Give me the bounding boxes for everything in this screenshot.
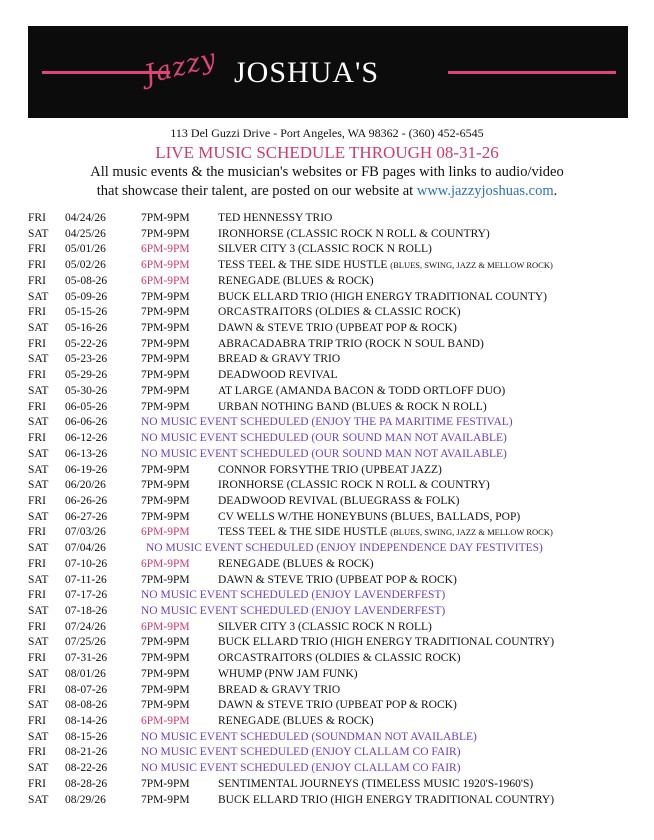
row-day: FRI (28, 589, 46, 602)
row-day: FRI (28, 369, 46, 382)
row-date: 08-28-26 (65, 777, 108, 790)
row-act: TESS TEEL & THE SIDE HUSTLE (BLUES, SWING, JAZZ & MELLOW ROCK) (218, 259, 553, 272)
schedule-row-no-event (0, 604, 654, 620)
schedule-row (0, 211, 654, 227)
row-date: 06-27-26 (65, 510, 108, 523)
row-act: SILVER CITY 3 (CLASSIC ROCK N ROLL) (218, 243, 432, 256)
row-time: 6PM-9PM (141, 620, 190, 633)
schedule-row-no-event (0, 745, 654, 761)
row-time: 6PM-9PM (141, 243, 190, 256)
schedule-row (0, 651, 654, 667)
row-day: FRI (28, 432, 46, 445)
intro-text (40, 163, 614, 201)
row-act: CONNOR FORSYTHE TRIO (UPBEAT JAZZ) (218, 463, 442, 476)
row-act-genre: (BLUES, SWING, JAZZ & MELLOW ROCK) (390, 260, 553, 271)
row-act: SENTIMENTAL JOURNEYS (TIMELESS MUSIC 1920'S-1960'S) (218, 777, 534, 790)
row-time: 6PM-9PM (141, 557, 190, 570)
row-act: WHUMP (PNW JAM FUNK) (218, 667, 358, 680)
row-time: 7PM-9PM (141, 306, 190, 319)
row-time: 7PM-9PM (141, 494, 190, 507)
row-day: FRI (28, 620, 46, 633)
row-act: NO MUSIC EVENT SCHEDULED (ENJOY INDEPENDENCE DAY FESTIVITES) (146, 542, 543, 555)
row-act-genre: (BLUES, SWING, JAZZ & MELLOW ROCK) (390, 527, 553, 538)
schedule-row (0, 305, 654, 321)
row-day: SAT (28, 573, 49, 586)
schedule-row-no-event (0, 431, 654, 447)
row-act: ORCASTRAITORS (OLDIES & CLASSIC ROCK) (218, 652, 461, 665)
schedule-row-no-event (0, 588, 654, 604)
row-date: 05-08-26 (65, 274, 108, 287)
row-time: 6PM-9PM (141, 274, 190, 287)
row-day: SAT (28, 636, 49, 649)
schedule-row (0, 714, 654, 730)
row-act: RENEGADE (BLUES & ROCK) (218, 715, 374, 727)
row-date: 05-29-26 (65, 369, 108, 382)
row-date: 05-30-26 (65, 384, 108, 397)
row-act: BUCK ELLARD TRIO (HIGH ENERGY TRADITIONAL COUNTRY) (218, 793, 555, 806)
row-day: FRI (28, 212, 46, 224)
intro-line-1: All music events & the musician's websites or FB pages with links to audio/video (90, 164, 564, 180)
address-line: 113 Del Guzzi Drive - Port Angeles, WA 98362 - (360) 452-6545 (170, 126, 484, 140)
schedule-row (0, 368, 654, 384)
row-date: 07-17-26 (65, 589, 108, 602)
row-date: 05-23-26 (65, 353, 108, 366)
row-act: IRONHORSE (CLASSIC ROCK N ROLL & COUNTRY) (218, 479, 490, 492)
row-day: FRI (28, 683, 46, 696)
row-time: 7PM-9PM (141, 573, 190, 586)
row-time: 7PM-9PM (141, 353, 190, 366)
row-time: 7PM-9PM (141, 212, 190, 224)
row-act: DEADWOOD REVIVAL (218, 369, 338, 382)
header-banner (28, 26, 628, 118)
row-act: DAWN & STEVE TRIO (UPBEAT POP & ROCK) (218, 699, 457, 712)
row-time: 7PM-9PM (141, 227, 190, 240)
schedule-row (0, 667, 654, 683)
row-date: 06/20/26 (65, 479, 106, 492)
row-day: FRI (28, 306, 46, 319)
row-act: DAWN & STEVE TRIO (UPBEAT POP & ROCK) (218, 322, 457, 335)
schedule-row (0, 683, 654, 699)
row-act: BREAD & GRAVY TRIO (218, 353, 341, 366)
row-act: BREAD & GRAVY TRIO (218, 683, 341, 696)
schedule-title: LIVE MUSIC SCHEDULE THROUGH 08-31-26 (155, 143, 499, 162)
row-day: SAT (28, 227, 49, 240)
row-date: 06-19-26 (65, 463, 108, 476)
row-date: 04/24/26 (65, 212, 106, 224)
schedule-row (0, 384, 654, 400)
schedule-row (0, 777, 654, 793)
intro-end: . (553, 183, 558, 199)
schedule-row (0, 337, 654, 353)
schedule-row (0, 290, 654, 306)
row-act: NO MUSIC EVENT SCHEDULED (SOUNDMAN NOT AVAILABLE) (141, 730, 477, 743)
row-time: 7PM-9PM (141, 652, 190, 665)
row-act: NO MUSIC EVENT SCHEDULED (OUR SOUND MAN NOT AVAILABLE) (141, 432, 507, 445)
schedule-row (0, 620, 654, 636)
row-time: 7PM-9PM (141, 510, 190, 523)
row-act: BUCK ELLARD TRIO (HIGH ENERGY TRADITIONAL COUNTRY) (218, 636, 555, 649)
row-time: 7PM-9PM (141, 322, 190, 335)
row-act: URBAN NOTHING BAND (BLUES & ROCK N ROLL) (218, 400, 487, 413)
logo-script-text: Jazzy (141, 43, 220, 91)
row-date: 05-22-26 (65, 337, 108, 350)
row-act: AT LARGE (AMANDA BACON & TODD ORTLOFF DUO) (218, 384, 506, 397)
schedule-row-no-event (0, 447, 654, 463)
row-time: 7PM-9PM (141, 479, 190, 492)
row-date: 07-10-26 (65, 557, 108, 570)
logo-name: JOSHUA'S (234, 56, 380, 89)
row-day: FRI (28, 777, 46, 790)
row-day: FRI (28, 274, 46, 287)
row-date: 08-21-26 (65, 746, 108, 759)
row-day: SAT (28, 447, 49, 460)
row-day: FRI (28, 259, 46, 272)
schedule-list (0, 211, 654, 808)
row-date: 06-12-26 (65, 432, 108, 445)
row-day: SAT (28, 542, 49, 555)
row-time: 6PM-9PM (141, 526, 190, 539)
row-day: SAT (28, 463, 49, 476)
row-date: 07-18-26 (65, 604, 108, 617)
row-time: 6PM-9PM (141, 259, 190, 272)
schedule-row (0, 793, 654, 809)
row-date: 07/03/26 (65, 526, 106, 539)
schedule-row (0, 258, 654, 274)
row-act: ORCASTRAITORS (OLDIES & CLASSIC ROCK) (218, 306, 461, 319)
row-act: IRONHORSE (CLASSIC ROCK N ROLL & COUNTRY) (218, 227, 490, 240)
row-act: CV WELLS W/THE HONEYBUNS (BLUES, BALLADS, POP) (218, 510, 521, 523)
schedule-row-no-event (0, 415, 654, 431)
schedule-row (0, 478, 654, 494)
row-act: TESS TEEL & THE SIDE HUSTLE (BLUES, SWING, JAZZ & MELLOW ROCK) (218, 526, 553, 539)
schedule-row (0, 557, 654, 573)
row-date: 05-09-26 (65, 290, 108, 303)
row-act: NO MUSIC EVENT SCHEDULED (ENJOY LAVENDERFEST) (141, 589, 446, 602)
row-date: 08-07-26 (65, 683, 108, 696)
row-day: FRI (28, 557, 46, 570)
row-day: FRI (28, 746, 46, 759)
row-day: SAT (28, 604, 49, 617)
schedule-row (0, 573, 654, 589)
row-day: FRI (28, 337, 46, 350)
row-date: 06-06-26 (65, 416, 108, 429)
schedule-row (0, 227, 654, 243)
row-time: 7PM-9PM (141, 667, 190, 680)
row-date: 08-14-26 (65, 715, 108, 727)
row-date: 07/25/26 (65, 636, 106, 649)
row-act: DAWN & STEVE TRIO (UPBEAT POP & ROCK) (218, 573, 457, 586)
schedule-row-no-event (0, 761, 654, 777)
schedule-row (0, 698, 654, 714)
row-date: 07/04/26 (65, 542, 106, 555)
schedule-row (0, 494, 654, 510)
schedule-row (0, 274, 654, 290)
row-date: 07-11-26 (65, 573, 107, 586)
row-act: RENEGADE (BLUES & ROCK) (218, 274, 374, 287)
row-act: NO MUSIC EVENT SCHEDULED (ENJOY THE PA MARITIME FESTIVAL) (141, 416, 513, 429)
row-day: SAT (28, 510, 49, 523)
row-time: 7PM-9PM (141, 699, 190, 712)
row-day: SAT (28, 730, 49, 743)
schedule-row (0, 525, 654, 541)
row-date: 07-31-26 (65, 652, 108, 665)
row-time: 7PM-9PM (141, 793, 190, 806)
schedule-row (0, 635, 654, 651)
row-time: 7PM-9PM (141, 369, 190, 382)
row-date: 04/25/26 (65, 227, 106, 240)
row-day: FRI (28, 494, 46, 507)
row-time: 7PM-9PM (141, 400, 190, 413)
row-date: 05/02/26 (65, 259, 106, 272)
row-day: SAT (28, 762, 49, 775)
row-day: SAT (28, 416, 49, 429)
schedule-row-no-event (0, 730, 654, 746)
schedule-row (0, 463, 654, 479)
row-day: SAT (28, 793, 49, 806)
row-act: RENEGADE (BLUES & ROCK) (218, 557, 374, 570)
row-act: NO MUSIC EVENT SCHEDULED (ENJOY LAVENDERFEST) (141, 604, 446, 617)
row-date: 08/01/26 (65, 667, 106, 680)
row-time: 7PM-9PM (141, 337, 190, 350)
row-day: FRI (28, 400, 46, 413)
row-date: 05-16-26 (65, 322, 108, 335)
schedule-row (0, 400, 654, 416)
schedule-row (0, 321, 654, 337)
row-act: NO MUSIC EVENT SCHEDULED (ENJOY CLALLAM CO FAIR) (141, 746, 461, 759)
row-day: FRI (28, 243, 46, 256)
schedule-row-no-event (0, 541, 654, 557)
row-date: 08-22-26 (65, 762, 108, 775)
row-date: 08-08-26 (65, 699, 108, 712)
row-day: FRI (28, 526, 46, 539)
row-act: ABRACADABRA TRIP TRIO (ROCK N SOUL BAND) (218, 337, 484, 350)
row-time: 7PM-9PM (141, 683, 190, 696)
row-date: 06-13-26 (65, 447, 108, 460)
row-day: FRI (28, 715, 46, 727)
row-act: BUCK ELLARD TRIO (HIGH ENERGY TRADITIONAL COUNTY) (218, 290, 547, 303)
schedule-row (0, 510, 654, 526)
row-time: 7PM-9PM (141, 777, 190, 790)
row-time: 7PM-9PM (141, 636, 190, 649)
row-day: SAT (28, 384, 49, 397)
website-link[interactable]: www.jazzyjoshuas.com (416, 183, 554, 199)
row-act: NO MUSIC EVENT SCHEDULED (OUR SOUND MAN NOT AVAILABLE) (141, 447, 507, 460)
row-day: FRI (28, 652, 46, 665)
row-date: 05-15-26 (65, 306, 108, 319)
row-day: SAT (28, 353, 49, 366)
row-day: SAT (28, 699, 49, 712)
row-date: 08-15-26 (65, 730, 108, 743)
row-date: 05/01/26 (65, 243, 106, 256)
row-date: 06-26-26 (65, 494, 108, 507)
row-date: 06-05-26 (65, 400, 108, 413)
row-time: 7PM-9PM (141, 384, 190, 397)
row-time: 7PM-9PM (141, 463, 190, 476)
row-day: SAT (28, 667, 49, 680)
intro-line-2: that showcase their talent, are posted on our website at (96, 183, 417, 199)
banner-stripe-right (448, 71, 616, 74)
schedule-row (0, 352, 654, 368)
row-act: TED HENNESSY TRIO (218, 212, 333, 224)
row-day: SAT (28, 322, 49, 335)
row-act: NO MUSIC EVENT SCHEDULED (ENJOY CLALLAM CO FAIR) (141, 762, 461, 775)
row-time: 7PM-9PM (141, 290, 190, 303)
row-date: 07/24/26 (65, 620, 106, 633)
row-day: SAT (28, 290, 49, 303)
row-act: DEADWOOD REVIVAL (BLUEGRASS & FOLK) (218, 494, 460, 507)
row-time: 6PM-9PM (141, 715, 190, 727)
row-act: SILVER CITY 3 (CLASSIC ROCK N ROLL) (218, 620, 432, 633)
schedule-row (0, 242, 654, 258)
row-date: 08/29/26 (65, 793, 106, 806)
row-day: SAT (28, 479, 49, 492)
